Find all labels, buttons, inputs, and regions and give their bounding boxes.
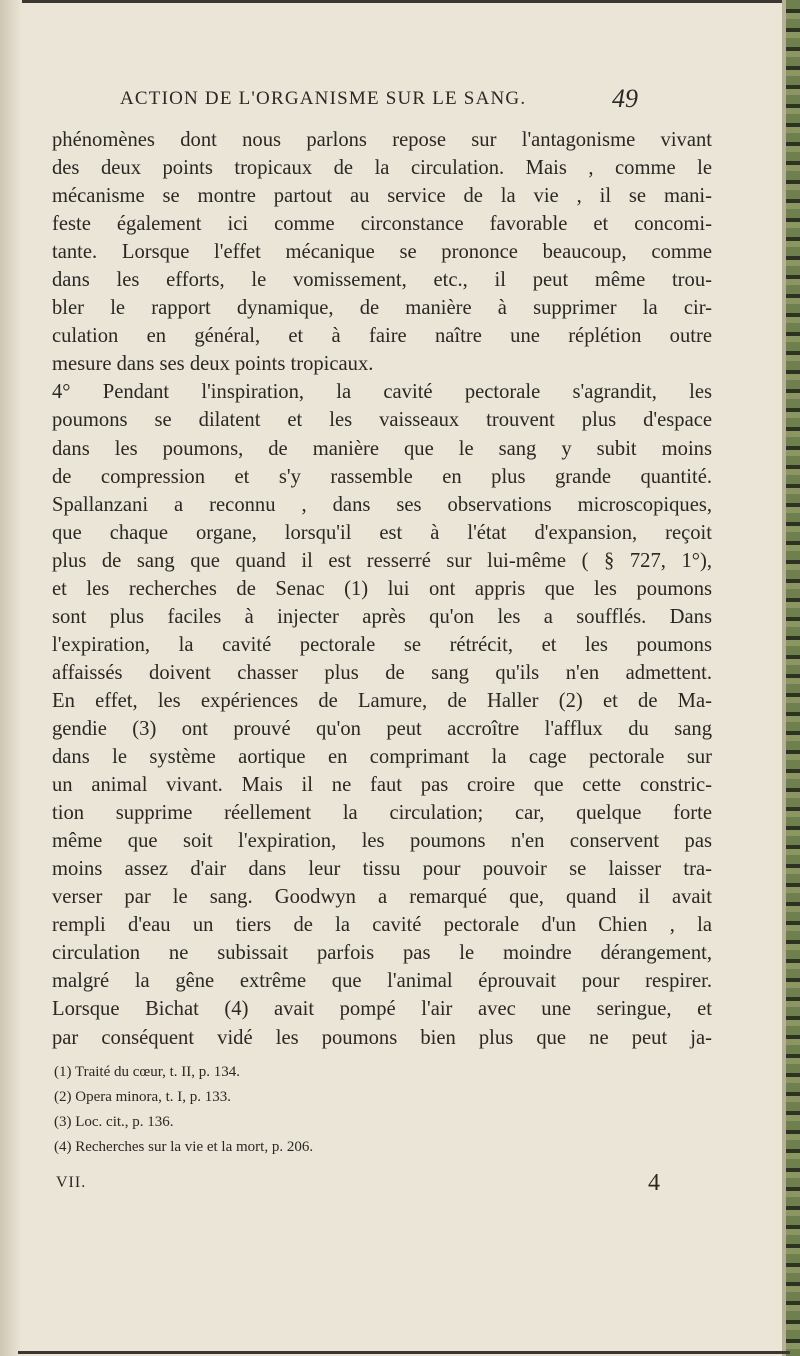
text-line: dans le système aortique en comprimant la cage pectorale sur <box>52 746 712 769</box>
page-number: 49 <box>612 84 638 113</box>
signature-mark: VII. <box>56 1174 87 1191</box>
text-line: feste également ici comme circonstance favorable et concomi- <box>52 213 712 236</box>
text-line: l'expiration, la cavité pectorale se rétrécit, et les poumons <box>52 633 712 656</box>
text-line: par conséquent vidé les poumons bien plus que ne peut ja- <box>52 1026 712 1049</box>
text-line: culation en général, et à faire naître une réplétion outre <box>52 325 712 348</box>
text-line: mesure dans ses deux points tropicaux. <box>52 353 374 376</box>
text-line: poumons se dilatent et les vaisseaux trouvent plus d'espace <box>52 409 712 432</box>
text-line: un animal vivant. Mais il ne faut pas croire que cette constric- <box>52 774 712 797</box>
text-line: rempli d'eau un tiers de la cavité pectorale d'un Chien , la <box>52 914 712 937</box>
text-line: de compression et s'y rassemble en plus grande quantité. <box>52 465 712 488</box>
text-line: dans les poumons, de manière que le sang y subit moins <box>52 437 712 460</box>
text-line: sont plus faciles à injecter après qu'on les a soufflés. Dans <box>52 605 712 628</box>
text-line: tante. Lorsque l'effet mécanique se prononce beaucoup, comme <box>52 241 712 264</box>
text-line: moins assez d'air dans leur tissu pour pouvoir se laisser tra- <box>52 858 712 881</box>
text-line: bler le rapport dynamique, de manière à supprimer la cir- <box>52 297 712 320</box>
text-line: 4° Pendant l'inspiration, la cavité pectorale s'agrandit, les <box>52 381 712 404</box>
running-head: ACTION DE L'ORGANISME SUR LE SANG. <box>120 88 527 109</box>
text-line: tion supprime réellement la circulation; car, quelque forte <box>52 802 712 825</box>
body-text <box>52 126 712 1052</box>
footnote: (2) Opera minora, t. I, p. 133. <box>54 1089 232 1105</box>
text-line: En effet, les expériences de Lamure, de Haller (2) et de Ma- <box>52 689 712 712</box>
footnote: (3) Loc. cit., p. 136. <box>54 1114 174 1130</box>
text-line: verser par le sang. Goodwyn a remarqué que, quand il avait <box>52 886 712 909</box>
text-line: affaissés doivent chasser plus de sang qu'ils n'en admettent. <box>52 661 712 684</box>
text-line: et les recherches de Senac (1) lui ont appris que les poumons <box>52 577 712 600</box>
footnote: (4) Recherches sur la vie et la mort, p. 206. <box>54 1139 314 1155</box>
text-line: même que soit l'expiration, les poumons n'en conservent pas <box>52 830 712 853</box>
footnotes <box>54 1060 674 1160</box>
text-line: mécanisme se montre partout au service de la vie , il se mani- <box>52 185 712 208</box>
text-line: que chaque organe, lorsqu'il est à l'état d'expansion, reçoit <box>52 521 712 544</box>
signature-number: 4 <box>648 1170 660 1196</box>
text-line: Lorsque Bichat (4) avait pompé l'air avec une seringue, et <box>52 998 712 1021</box>
text-line: gendie (3) ont prouvé qu'on peut accroître l'afflux du sang <box>52 717 712 740</box>
text-line: circulation ne subissait parfois pas le moindre dérangement, <box>52 942 712 965</box>
text-line: malgré la gêne extrême que l'animal éprouvait pour respirer. <box>52 970 712 993</box>
text-line: des deux points tropicaux de la circulation. Mais , comme le <box>52 157 712 180</box>
text-line: phénomènes dont nous parlons repose sur l'antagonisme vivant <box>52 129 712 151</box>
text-line: plus de sang que quand il est resserré sur lui-même ( § 727, 1°), <box>52 549 712 572</box>
text-line: dans les efforts, le vomissement, etc., il peut même trou- <box>52 269 712 292</box>
footnote: (1) Traité du cœur, t. II, p. 134. <box>54 1064 241 1080</box>
text-line: Spallanzani a reconnu , dans ses observations microscopiques, <box>52 493 712 516</box>
